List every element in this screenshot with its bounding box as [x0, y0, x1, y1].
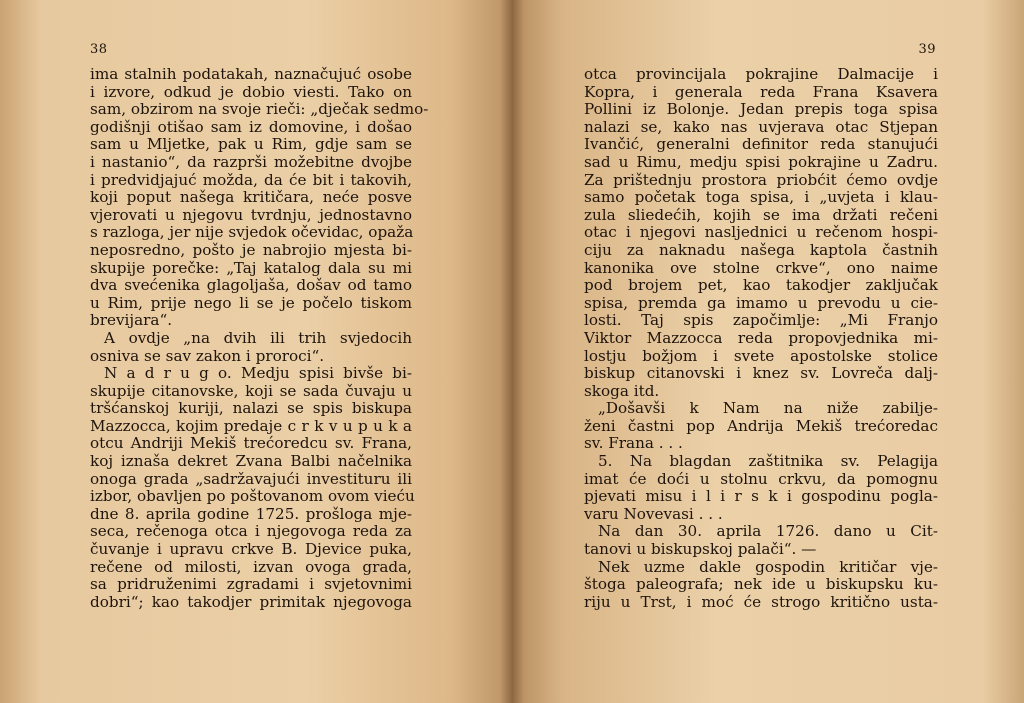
text-line: otac i njegovi nasljednici u rečenom hospi- [584, 223, 938, 242]
text-line: sa pridruženimi zgradami i svjetovnimi [90, 575, 412, 594]
text-line: Ivančić, generalni definitor reda stanujući [584, 135, 938, 154]
text-line: N a d r u g o. Medju spisi bivše bi- [104, 364, 412, 383]
text-line: nalazi se, kako nas uvjerava otac Stjepan [584, 117, 938, 136]
text-line: seca, rečenoga otca i njegovoga reda za [90, 522, 412, 541]
text-line: i nastanio“, da razprši možebitne dvojbe [90, 152, 412, 171]
text-line: 5. Na blagdan zaštitnika sv. Pelagija [598, 452, 938, 471]
book-gutter [500, 0, 524, 703]
text-line: skupije porečke: „Taj katalog dala su mi [90, 258, 412, 277]
text-line: vjerovati u njegovu tvrdnju, jednostavno [90, 205, 412, 224]
text-line: i izvore, odkud je dobio viesti. Tako on [90, 82, 412, 101]
text-line: varu Novevasi . . . [584, 504, 723, 523]
text-line: biskup citanovski i knez sv. Lovreča dalj- [584, 364, 938, 383]
text-line: skupije citanovske, koji se sada čuvaju u [90, 381, 412, 400]
text-line: tanovi u biskupskoj palači“. — [584, 540, 817, 559]
text-line: u Rim, prije nego li se je počelo tiskom [90, 293, 412, 312]
text-line: Kopra, i generala reda Frana Ksavera [584, 82, 938, 101]
text-line: štoga paleografa; nek ide u biskupsku ku- [584, 575, 938, 594]
text-line: sam, obzirom na svoje rieči: „dječak sedmo- [90, 100, 429, 119]
text-line: dne 8. aprila godine 1725. prošloga mje- [90, 504, 412, 523]
text-line: sad u Rimu, medju spisi pokrajine u Zadru. [584, 152, 938, 171]
text-line: dva svećenika glagoljaša, došav od tamo [90, 276, 412, 295]
text-line: osniva se sav zakon i proroci“. [90, 346, 325, 365]
text-line: pjevati misu i l i r s k i gospodinu pogla- [584, 487, 938, 506]
text-line: kanonika ove stolne crkve“, ono naime [584, 258, 938, 277]
page-number-left: 38 [90, 42, 108, 57]
text-line: otcu Andriji Mekiš trećoredcu sv. Frana, [90, 434, 412, 453]
text-line: koji poput našega kritičara, neće posve [90, 188, 412, 207]
text-line: „Došavši k Nam na niže zabilje- [598, 399, 938, 418]
text-line: Za prištednju prostora priobćit ćemo ovdje [584, 170, 938, 189]
text-line: dobri“; kao takodjer primitak njegovoga [90, 592, 412, 611]
text-line: ima stalnih podatakah, naznačujuć osobe [90, 65, 412, 83]
text-line: rečene od milosti, izvan ovoga grada, [90, 557, 412, 576]
text-line: izbor, obavljen po poštovanom ovom vieću [90, 487, 415, 506]
text-line: lostju božjom i svete apostolske stolice [584, 346, 938, 365]
text-line: tršćanskoj kuriji, nalazi se spis biskupa [90, 399, 412, 418]
text-line: Na dan 30. aprila 1726. dano u Cit- [598, 522, 938, 541]
text-line: godišnji otišao sam iz domovine, i došao [90, 117, 412, 136]
text-line: otca provincijala pokrajine Dalmacije i [584, 65, 938, 83]
text-line: riju u Trst, i moć će strogo kritično usta- [584, 592, 938, 611]
text-line: sam u Mljetke, pak u Rim, gdje sam se [90, 135, 412, 154]
text-line: losti. Taj spis započimlje: „Mi Franjo [584, 311, 938, 330]
text-line: skoga itd. [584, 381, 660, 400]
right-page-text [584, 66, 938, 611]
text-line: zula sliedećih, kojih se ima držati rečeni [584, 205, 938, 224]
text-line: sv. Frana . . . [584, 434, 683, 453]
text-line: ženi častni pop Andrija Mekiš trećoredac [584, 416, 938, 435]
text-line: Mazzocca, kojim predaje c r k v u p u k a [90, 416, 412, 435]
text-line: i predvidjajuć možda, da će bit i takovih, [90, 170, 412, 189]
text-line: pod brojem pet, kao takodjer zaključak [584, 276, 938, 295]
text-line: A ovdje „na dvih ili trih svjedocih [104, 328, 412, 347]
text-line: Nek uzme dakle gospodin kritičar vje- [598, 557, 938, 576]
left-page-text [90, 65, 429, 611]
right-page [512, 0, 1024, 703]
text-line: Pollini iz Bolonje. Jedan prepis toga spisa [584, 100, 938, 119]
text-line: samo početak toga spisa, i „uvjeta i klau- [584, 188, 938, 207]
text-line: čuvanje i upravu crkve B. Djevice puka, [90, 540, 412, 559]
page-number-right: 39 [918, 42, 936, 57]
text-line: s razloga, jer nije svjedok očevidac, opaža [90, 223, 414, 242]
text-line: neposredno, pošto je nabrojio mjesta bi- [90, 240, 412, 259]
text-line: koj iznaša dekret Zvana Balbi načelnika [90, 452, 412, 471]
text-line: imat će doći u stolnu crkvu, da pomognu [584, 469, 938, 488]
text-line: ciju za naknadu našega kaptola častnih [584, 240, 938, 259]
text-line: Viktor Mazzocca reda propovjednika mi- [584, 328, 938, 347]
text-line: brevijara“. [90, 311, 173, 330]
text-line: onoga grada „sadržavajući investituru ili [90, 469, 412, 488]
text-line: spisa, premda ga imamo u prevodu u cie- [584, 293, 938, 312]
